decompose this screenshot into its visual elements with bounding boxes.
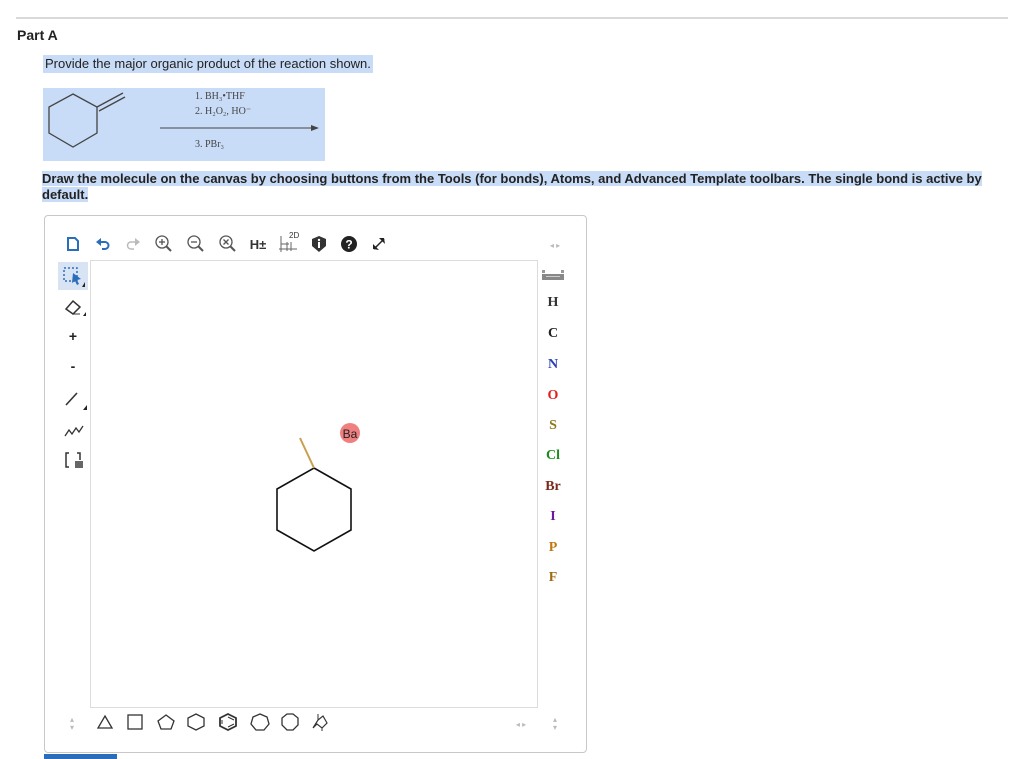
zoom-reset-icon[interactable] — [217, 233, 239, 255]
reagent-step-3: 3. PBr₃ — [195, 139, 225, 150]
template-scroll-arrows[interactable]: ◂ ▸ — [515, 720, 527, 729]
molecule-editor — [44, 215, 587, 753]
new-document-icon[interactable] — [63, 234, 83, 254]
chair-template-icon[interactable] — [309, 712, 331, 732]
zoom-in-icon[interactable] — [153, 233, 175, 255]
top-divider — [16, 17, 1008, 19]
toggle-hydrogens-icon[interactable]: H± — [249, 236, 267, 252]
methylenecyclohexane-structure — [43, 88, 325, 161]
benzene-template-icon[interactable] — [217, 713, 239, 731]
heptagon-template-icon[interactable] — [249, 713, 271, 731]
atom-o-button[interactable]: O — [547, 388, 559, 403]
bracket-icon[interactable] — [60, 448, 88, 472]
drawing-canvas[interactable] — [90, 260, 538, 708]
svg-text:?: ? — [345, 237, 353, 252]
atom-p-button[interactable]: P — [548, 540, 558, 555]
square-template-icon[interactable] — [125, 713, 145, 731]
redo-icon[interactable] — [123, 234, 143, 254]
ba-bond — [300, 438, 314, 468]
decrease-charge-icon[interactable]: - — [70, 358, 76, 374]
undo-icon[interactable] — [93, 234, 113, 254]
reaction-scheme — [43, 88, 325, 161]
atom-c-button[interactable]: C — [547, 326, 559, 341]
part-title: Part A — [17, 27, 58, 43]
clean-2d-label: 2D — [289, 231, 300, 240]
hexagon-template-icon[interactable] — [185, 713, 207, 731]
template-scroll-up-down[interactable]: ▴ ▾ — [69, 715, 74, 732]
reagent-step-2: 2. H₂O₂, HO⁻ — [195, 106, 252, 117]
triangle-template-icon[interactable] — [95, 713, 115, 731]
atom-n-button[interactable]: N — [547, 357, 559, 372]
atom-h-button[interactable]: H — [547, 295, 559, 310]
atom-toolbar-scroll-arrows[interactable]: ▴ ▾ — [552, 715, 557, 732]
chain-icon[interactable] — [60, 420, 88, 442]
octagon-template-icon[interactable] — [279, 713, 301, 731]
submit-button-edge[interactable] — [44, 754, 117, 759]
question-text: Provide the major organic product of the reaction shown. — [45, 56, 371, 71]
atom-f-button[interactable]: F — [548, 570, 558, 585]
instructions-text: Draw the molecule on the canvas by choosing buttons from the Tools (for bonds), Atoms, and Advanced Template toolbars. The single bond is active by default. — [42, 171, 982, 202]
drawn-molecule — [91, 261, 537, 707]
periodic-table-icon[interactable] — [540, 268, 566, 282]
eraser-icon[interactable] — [60, 296, 88, 318]
zoom-out-icon[interactable] — [185, 233, 207, 255]
single-bond-icon[interactable] — [60, 386, 88, 412]
selection-icon[interactable] — [58, 262, 88, 290]
atom-s-button[interactable]: S — [549, 418, 557, 433]
ba-atom-label: Ba — [342, 427, 358, 441]
help-icon[interactable] — [339, 234, 359, 254]
atom-br-button[interactable]: Br — [545, 479, 561, 494]
info-icon[interactable] — [309, 234, 329, 254]
pentagon-template-icon[interactable] — [155, 713, 177, 731]
cyclohexane-ring — [277, 468, 351, 551]
clean-2d-icon[interactable] — [277, 232, 301, 256]
increase-charge-icon[interactable]: + — [68, 328, 78, 344]
reagent-step-1: 1. BH₃•THF — [195, 91, 245, 102]
toolbar-scroll-arrows[interactable]: ◂ ▸ — [549, 241, 561, 250]
atom-i-button[interactable]: I — [550, 509, 556, 524]
atom-cl-button[interactable]: Cl — [546, 448, 560, 463]
fullscreen-icon[interactable] — [369, 234, 389, 254]
